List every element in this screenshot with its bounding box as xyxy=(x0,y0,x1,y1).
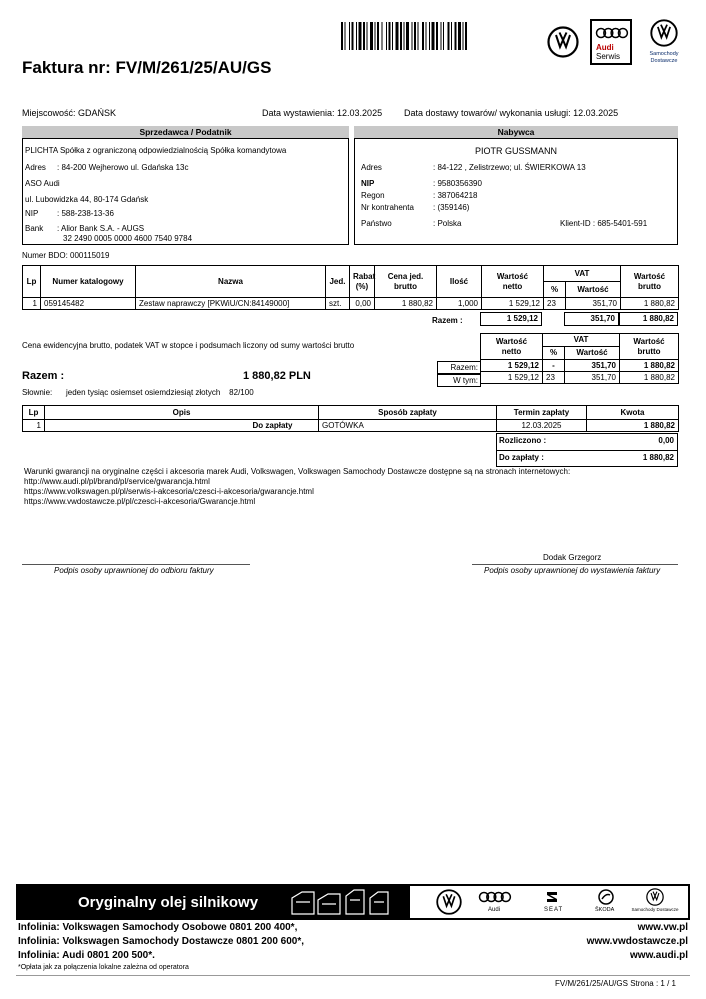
col-vat: VAT xyxy=(544,266,621,282)
sum-col-vat: VAT xyxy=(543,334,620,347)
banner-text: Oryginalny olej silnikowy xyxy=(78,894,259,911)
col-discount: Rabat (%) xyxy=(350,266,375,298)
issue-date: Data wystawienia: 12.03.2025 xyxy=(262,108,383,118)
seller-address: : 84-200 Wejherowo ul. Gdańska 13c xyxy=(57,163,189,172)
brand-vwsd: Samochody Dostawcze xyxy=(631,907,679,912)
col-price: Cena jed. brutto xyxy=(375,266,437,298)
issuer-name: Dodak Grzegorz xyxy=(543,553,602,562)
warranty-link-vwsd[interactable]: https://www.vwdostawcze.pl/pl/czesci-i-akcesoria/Gwarancje.html xyxy=(24,497,256,506)
sum-col-pct: % xyxy=(543,347,565,360)
warranty-link-vw[interactable]: https://www.volkswagen.pl/pl/serwis-i-akcesoria/czesci-i-akcesoria/gwarancje.html xyxy=(24,487,314,496)
summary-table xyxy=(480,333,679,384)
col-name: Nazwa xyxy=(136,266,326,298)
banner-dark-panel xyxy=(18,886,410,918)
brand-audi: Audi xyxy=(488,907,501,913)
buyer-address: : 84-122 , Zelistrzewo; ul. ŚWIERKOWA 13 xyxy=(433,163,586,172)
warranty-text: Warunki gwarancji na oryginalne części i akcesoria marek Audi, Volkswagen, Volkswagen Samochody Dostawcze dostępne są na stronach internetowych: xyxy=(24,467,571,476)
buyer-box xyxy=(354,138,678,245)
col-net: Wartość netto xyxy=(482,266,544,298)
barcode xyxy=(341,22,533,50)
seller-bank-label: Bank xyxy=(25,224,44,233)
vwsd-label-1: Samochody xyxy=(649,51,679,57)
sum-row-vat: 351,70 xyxy=(565,360,620,372)
buyer-address-label: Adres xyxy=(361,163,382,172)
buyer-nip: : 9580356390 xyxy=(433,179,482,188)
sum-row2-vat: 351,70 xyxy=(565,372,620,384)
buyer-contractor-label: Nr kontrahenta xyxy=(361,203,414,212)
col-lp: Lp xyxy=(23,266,41,298)
sum-col-gross: Wartość brutto xyxy=(620,334,679,360)
seller-branch: ASO Audi xyxy=(25,179,60,188)
pay-amount: 1 880,82 xyxy=(587,420,679,432)
sum-row2-pct: 23 xyxy=(543,372,565,384)
items-table xyxy=(22,265,679,310)
pay-lp: 1 xyxy=(23,420,45,432)
web-audi[interactable]: www.audi.pl xyxy=(630,950,688,961)
settled-value: 0,00 xyxy=(658,436,674,445)
pay-due: 12.03.2025 xyxy=(497,420,587,432)
warranty-link-audi[interactable]: http://www.audi.pl/pl/brand/pl/service/gwarancja.html xyxy=(24,477,210,486)
web-vwsd[interactable]: www.vwdostawcze.pl xyxy=(586,936,688,947)
row-vat-value: 351,70 xyxy=(566,298,621,310)
brand-seat: SEAT xyxy=(544,907,564,913)
col-vat-value: Wartość xyxy=(566,282,621,298)
web-vw[interactable]: www.vw.pl xyxy=(637,922,688,933)
sum-row-gross: 1 880,82 xyxy=(620,360,679,372)
hotline-vw: Infolinia: Volkswagen Samochody Osobowe 0801 200 400*, xyxy=(18,922,298,933)
col-catalog: Numer katalogowy xyxy=(41,266,136,298)
oil-can-icon xyxy=(288,888,406,916)
to-pay-label: Do zapłaty : xyxy=(499,453,544,462)
sum-row-net: 1 529,12 xyxy=(481,360,543,372)
sum-col-net: Wartość netto xyxy=(481,334,543,360)
brand-skoda: ŠKODA xyxy=(595,907,615,913)
items-sum-net: 1 529,12 xyxy=(480,312,542,326)
row-unit: szt. xyxy=(326,298,350,310)
buyer-client-id: Klient-ID : 685-5401-591 xyxy=(560,219,648,228)
audi-label: Audi xyxy=(596,43,614,52)
col-qty: Ilość xyxy=(437,266,482,298)
pay-col-desc: Opis xyxy=(45,406,319,420)
seller-nip: : 588-238-13-36 xyxy=(57,209,114,218)
sum-col-vat-value: Wartość xyxy=(565,347,620,360)
table-row xyxy=(481,360,679,372)
oil-banner xyxy=(16,884,690,920)
serwis-label: Serwis xyxy=(596,52,621,61)
pay-col-method: Sposób zapłaty xyxy=(319,406,497,420)
delivery-date: Data dostawy towarów/ wykonania usługi: 12.03.2025 xyxy=(404,108,619,118)
buyer-name: PIOTR GUSSMANN xyxy=(474,146,557,156)
words-label: Słownie: xyxy=(22,388,53,397)
buyer-regon: : 387064218 xyxy=(433,191,478,200)
seller-nip-label: NIP xyxy=(25,209,39,218)
buyer-nip-label: NIP xyxy=(361,179,375,188)
settled-box xyxy=(496,433,678,467)
receiver-signature-caption: Podpis osoby uprawnionej do odbioru faktury xyxy=(54,566,214,575)
seat-icon xyxy=(545,890,559,904)
seller-header: Sprzedawca / Podatnik xyxy=(22,126,349,138)
row-qty: 1,000 xyxy=(437,298,482,310)
to-pay-value: 1 880,82 xyxy=(642,453,674,462)
pay-col-due: Termin zapłaty xyxy=(497,406,587,420)
buyer-country-label: Państwo xyxy=(361,219,392,228)
buyer-regon-label: Regon xyxy=(361,191,385,200)
sum-label-1: Razem: xyxy=(437,361,481,374)
items-sum-vat: 351,70 xyxy=(564,312,619,326)
hotline-audi: Infolinia: Audi 0801 200 500*. xyxy=(18,950,155,961)
row-discount: 0,00 xyxy=(350,298,375,310)
seller-bank: : Alior Bank S.A. - AUGS xyxy=(57,224,145,233)
row-name: Zestaw naprawczy [PKWiU/CN:84149000] xyxy=(136,298,326,310)
bdo-number: Numer BDO: 000115019 xyxy=(22,251,110,260)
row-lp: 1 xyxy=(23,298,41,310)
col-vat-pct: % xyxy=(544,282,566,298)
row-net: 1 529,12 xyxy=(482,298,544,310)
barcode-graphic xyxy=(341,22,533,50)
buyer-contractor: : (359146) xyxy=(433,203,470,212)
page-number: FV/M/261/25/AU/GS Strona : 1 / 1 xyxy=(555,979,676,988)
buyer-country: : Polska xyxy=(433,219,462,228)
amount-in-words: jeden tysiąc osiemset osiemdziesiąt złotych 82/100 xyxy=(66,388,254,397)
audi-serwis-logo xyxy=(590,19,632,65)
sum-row2-gross: 1 880,82 xyxy=(620,372,679,384)
col-gross: Wartość brutto xyxy=(621,266,679,298)
hotline-vwsd: Infolinia: Volkswagen Samochody Dostawcze 0801 200 600*, xyxy=(18,936,305,947)
row-gross: 1 880,82 xyxy=(621,298,679,310)
seller-account: 32 2490 0005 0000 4600 7540 9784 xyxy=(63,234,193,243)
table-row xyxy=(481,372,679,384)
vw-brand-icon xyxy=(436,889,462,915)
items-sum-label: Razem : xyxy=(432,316,463,325)
sum-row2-net: 1 529,12 xyxy=(481,372,543,384)
skoda-icon xyxy=(598,889,614,905)
invoice-title: Faktura nr: FV/M/261/25/AU/GS xyxy=(22,58,272,77)
vw-dostawcze-logo xyxy=(640,19,688,69)
pay-desc: Do zapłaty xyxy=(250,420,319,432)
issuer-signature-caption: Podpis osoby uprawnionej do wystawienia faktury xyxy=(484,566,661,575)
buyer-header: Nabywca xyxy=(354,126,678,138)
receiver-signature-line xyxy=(22,564,250,565)
issuer-signature-line xyxy=(472,564,678,565)
total-value: 1 880,82 PLN xyxy=(243,370,311,382)
col-unit: Jed. xyxy=(326,266,350,298)
row-price: 1 880,82 xyxy=(375,298,437,310)
place: Miejscowość: GDAŃSK xyxy=(22,108,117,118)
payment-table xyxy=(22,405,679,432)
seller-name: PLICHTA Spółka z ograniczoną odpowiedzialnością Spółka komandytowa xyxy=(25,146,287,155)
row-vat-pct: 23 xyxy=(544,298,566,310)
table-row xyxy=(23,298,679,310)
audi-rings-icon xyxy=(478,890,512,904)
settled-label: Rozliczono : xyxy=(499,436,547,445)
sum-row-pct: - xyxy=(543,360,565,372)
vwsd-brand-icon xyxy=(646,888,664,906)
vwsd-label-2: Dostawcze xyxy=(650,58,678,64)
table-row xyxy=(23,420,679,432)
pay-col-lp: Lp xyxy=(23,406,45,420)
seller-box xyxy=(22,138,349,245)
total-label: Razem : xyxy=(22,370,65,382)
items-sum-gross: 1 880,82 xyxy=(619,312,678,326)
vw-logo xyxy=(547,26,579,60)
sum-label-2: W tym: xyxy=(437,374,481,387)
price-note: Cena ewidencyjna brutto, podatek VAT w stopce i podsumach liczony od sumy wartości brutto xyxy=(22,341,355,350)
row-catalog: 059145482 xyxy=(41,298,136,310)
pay-col-amount: Kwota xyxy=(587,406,679,420)
hotline-note: *Opłata jak za połączenia lokalne zależna od operatora xyxy=(18,964,189,971)
seller-branch-address: ul. Lubowidzka 44, 80-174 Gdańsk xyxy=(25,195,149,204)
pay-method: GOTÓWKA xyxy=(319,420,497,432)
footer-divider xyxy=(16,975,690,976)
seller-address-label: Adres xyxy=(25,163,46,172)
